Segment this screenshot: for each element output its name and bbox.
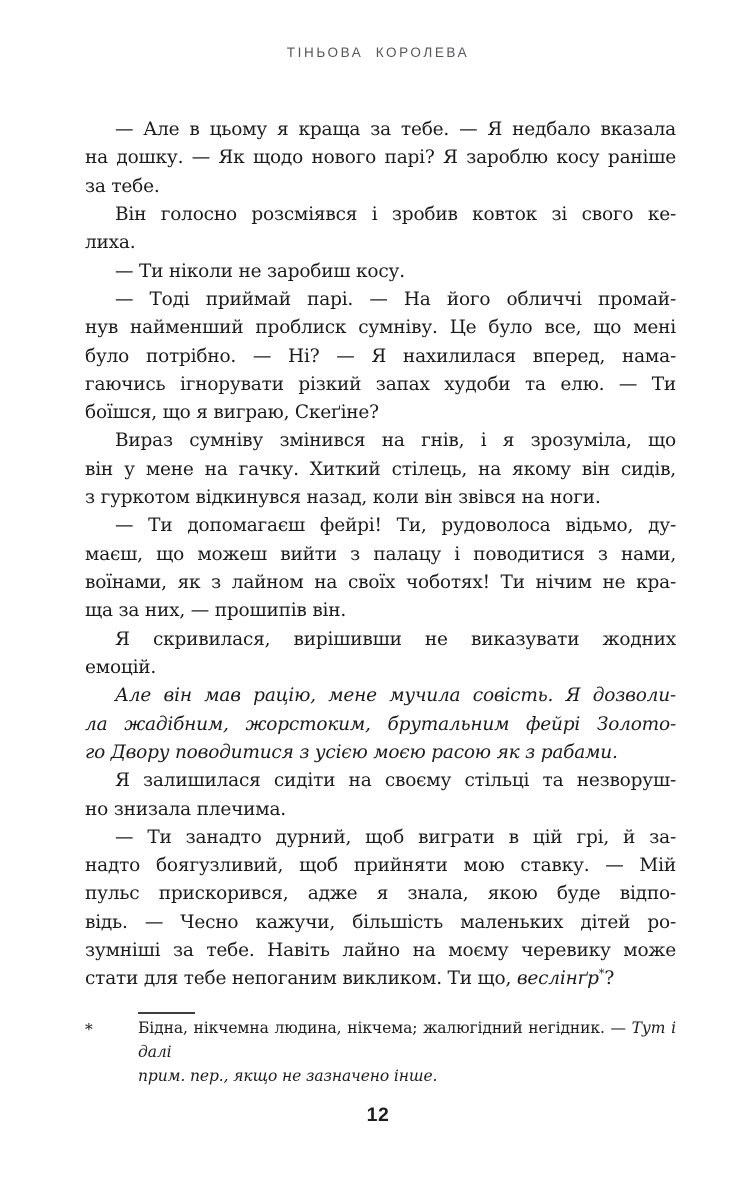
paragraph [85,427,676,512]
text-line [85,909,676,937]
text-line [85,484,676,512]
text-line [85,173,676,201]
text-line [85,229,676,257]
text-segment: Він голосно розсміявся і зробив ковток зі свого ке- [115,203,676,225]
text-segment: з гуркотом відкинувся назад, коли він звівся на ноги. [85,487,601,509]
text-line [85,144,676,172]
text-line [85,682,676,710]
body-text [85,116,676,994]
text-segment: боїшся, що я виграю, Скеґіне? [85,402,379,424]
text-segment: — Тоді приймай парі. — На його обличчі промай- [115,288,676,310]
text-line [85,456,676,484]
text-segment: но знизала плечима. [85,798,286,820]
text-segment: Тут і далі [138,1019,676,1061]
paragraph [85,512,676,625]
text-line [85,541,676,569]
text-segment: ? [604,968,615,990]
text-line [85,258,676,286]
footnote-marker: * [85,1021,93,1039]
text-segment: ла жадібним, жорстоким, брутальним фейрі Золото- [85,713,676,735]
text-segment: прим. пер., якщо не зазначено інше. [138,1066,438,1085]
text-segment: надто боягузливий, щоб прийняти мою ставку. — Мій [85,855,676,877]
text-segment: було потрібно. — Ні? — Я нахилилася вперед, нама- [85,345,676,367]
text-line [85,796,676,824]
text-line [85,767,676,795]
text-line [85,739,676,767]
text-line [85,116,676,144]
text-line [85,852,676,880]
footnote-body [85,1017,676,1088]
text-line [85,314,676,342]
text-segment: Я скривилася, вирішивши не виказувати жодних [115,628,676,650]
paragraph [85,286,676,428]
text-segment: на дошку. — Як щодо нового парі? Я зароблю косу раніше [85,147,676,169]
text-line [85,711,676,739]
text-line [85,399,676,427]
paragraph [85,116,676,201]
text-segment: він у мене на гачку. Хиткий стілець, на якому він сидів, [85,458,676,480]
paragraph [85,201,676,258]
text-segment: Бідна, нікчемна людина, нікчема; жалюгідний негідник. — [138,1019,632,1037]
text-segment: Але він мав рацію, мене мучила совість. Я дозволи- [115,685,676,707]
text-line [85,597,676,625]
text-segment: лиха. [85,232,136,254]
text-segment: відь. — Чесно кажучи, більшість маленьких дітей ро- [85,911,676,933]
text-line [85,371,676,399]
text-line [85,937,676,965]
text-line [85,427,676,455]
text-segment: стати для тебе непоганим викликом. Ти що, [85,968,517,990]
text-segment: воїнами, як з лайном на своїх чоботях! Ти нічим не кра- [85,572,676,593]
text-segment: — Ти занадто дурний, щоб виграти в цій грі, й за- [115,826,676,848]
text-line [85,201,676,229]
text-line [85,965,676,993]
footnote-reference: * [598,966,605,981]
text-segment: зумніші за тебе. Навіть лайно на моєму черевику може [85,940,676,962]
text-line [85,654,676,682]
text-segment: ща за них, — прошипів він. [85,600,347,622]
text-segment: Я залишилася сидіти на своєму стільці та незворуш- [115,770,676,792]
paragraph [85,258,676,286]
text-segment: — Ти допомагаєш фейрі! Ти, рудоволоса відьмо, ду- [115,515,676,537]
page-number: 12 [366,1104,390,1126]
text-segment: — Але в цьому я краща за тебе. — Я недбало вказала [115,119,676,140]
text-segment: емоцій. [85,656,157,678]
text-line [85,512,676,540]
running-header: ТІНЬОВА КОРОЛЕВА [286,45,470,60]
text-line [85,626,676,654]
text-segment: гаючись ігнорувати різкий запах худоби та елю. — Ти [85,373,676,395]
footnote-text [138,1017,676,1088]
text-line [85,824,676,852]
text-segment: нув найменший проблиск сумніву. Це було все, що мені [85,317,676,339]
text-segment: за тебе. [85,175,160,197]
footnote [85,1012,676,1088]
text-segment: маєш, що можеш вийти з палацу і поводитися з нами, [85,543,676,565]
footnote-separator [138,1012,195,1014]
paragraph [85,824,676,994]
text-segment: пульс прискорився, адже я знала, якою буде відпо- [85,883,676,905]
text-line [85,343,676,371]
text-line [85,286,676,314]
text-line [138,1017,676,1065]
text-segment: веслінґр [516,968,599,990]
text-line [138,1065,676,1089]
text-segment: го Двору поводитися з усією моєю расою як з рабами. [85,741,618,763]
text-segment: Вираз сумніву змінився на гнів, і я зрозуміла, що [115,430,676,452]
text-segment: — Ти ніколи не заробиш косу. [115,260,405,282]
paragraph [85,626,676,683]
paragraph [85,682,676,767]
text-line [85,880,676,908]
paragraph [85,767,676,824]
text-line [85,569,676,597]
